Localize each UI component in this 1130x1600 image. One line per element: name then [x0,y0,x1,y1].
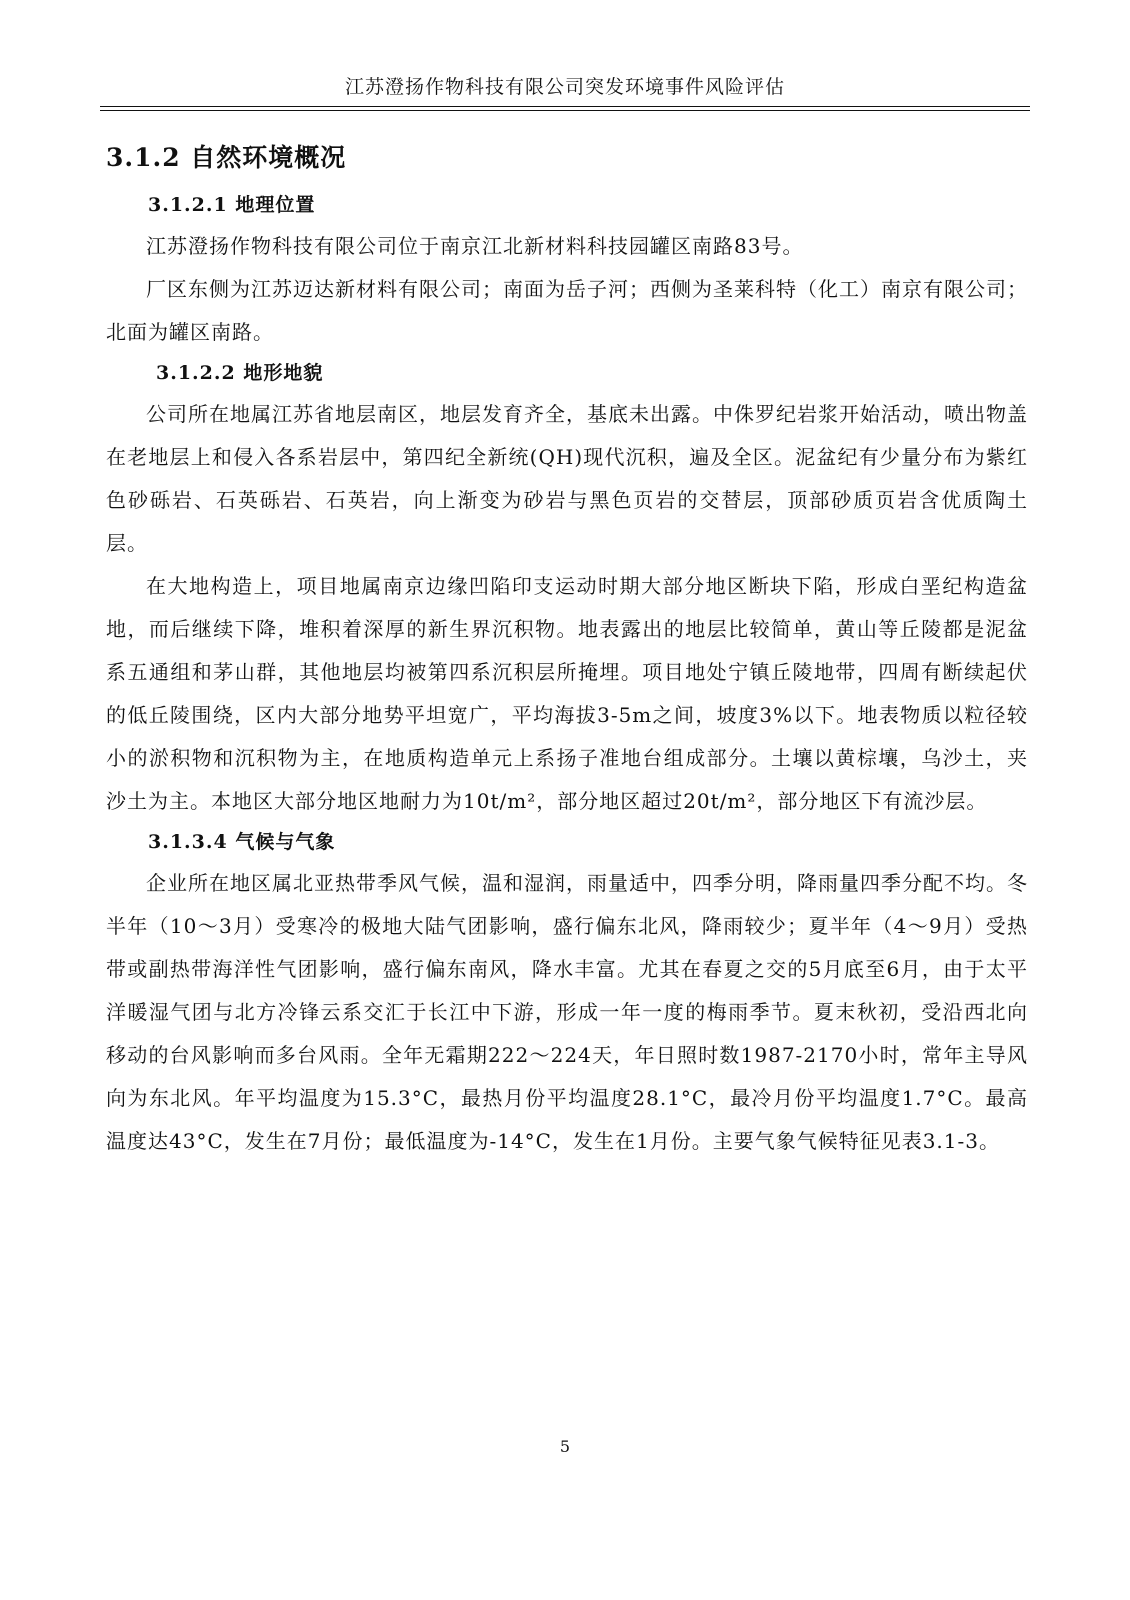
subsection-body-terrain [106,393,1028,823]
paragraph: 公司所在地属江苏省地层南区，地层发育齐全，基底未出露。中侏罗纪岩浆开始活动，喷出物盖在老地层上和侵入各系岩层中，第四纪全新统(QH)现代沉积，遍及全区。泥盆纪有少量分布为紫红色砂砾岩、石英砾岩、石英岩，向上渐变为砂岩与黑色页岩的交替层，顶部砂质页岩含优质陶土层。 [106,402,1028,555]
subsection-heading-terrain: 3.1.2.2 地形地貌 [156,362,324,384]
running-header: 江苏澄扬作物科技有限公司突发环境事件风险评估 [344,76,785,98]
header-rule-thin [100,110,1030,111]
paragraph: 江苏澄扬作物科技有限公司位于南京江北新材料科技园罐区南路83号。 [146,234,804,258]
page-number: 5 [559,1437,571,1456]
section-heading: 3.1.2 自然环境概况 [106,143,347,172]
paragraph: 在大地构造上，项目地属南京边缘凹陷印支运动时期大部分地区断块下陷，形成白垩纪构造盆地，而后继续下降，堆积着深厚的新生界沉积物。地表露出的地层比较简单，黄山等丘陵都是泥盆系五通组和茅山群，其他地层均被第四系沉积层所掩埋。项目地处宁镇丘陵地带，四周有断续起伏的低丘陵围绕，区内大部分地势平坦宽广，平均海拔3-5m之间，坡度3%以下。地表物质以粒径较小的淤积物和沉积物为主，在地质构造单元上系扬子准地台组成部分。土壤以黄棕壤，乌沙土，夹沙土为主。本地区大部分地区地耐力为10t/m²，部分地区超过20t/m²，部分地区下有流沙层。 [106,574,1028,813]
subsection-heading-climate: 3.1.3.4 气候与气象 [148,831,336,853]
header-rule [100,106,1030,107]
subsection-body-climate [106,862,1028,1163]
page-content [106,132,1028,1167]
subsection-heading-location: 3.1.2.1 地理位置 [148,194,316,216]
subsection-body-location [106,225,1028,354]
paragraph: 企业所在地区属北亚热带季风气候，温和湿润，雨量适中，四季分明，降雨量四季分配不均。冬半年（10～3月）受寒冷的极地大陆气团影响，盛行偏东北风，降雨较少；夏半年（4～9月）受热带或副热带海洋性气团影响，盛行偏东南风，降水丰富。尤其在春夏之交的5月底至6月，由于太平洋暖湿气团与北方冷锋云系交汇于长江中下游，形成一年一度的梅雨季节。夏末秋初，受沿西北向移动的台风影响而多台风雨。全年无霜期222～224天，年日照时数1987-2170小时，常年主导风向为东北风。年平均温度为15.3°C，最热月份平均温度28.1°C，最冷月份平均温度1.7°C。最高温度达43°C，发生在7月份；最低温度为-14°C，发生在1月份。主要气象气候特征见表3.1-3。 [106,871,1028,1153]
paragraph: 厂区东侧为江苏迈达新材料有限公司；南面为岳子河；西侧为圣莱科特（化工）南京有限公司；北面为罐区南路。 [106,277,1028,344]
